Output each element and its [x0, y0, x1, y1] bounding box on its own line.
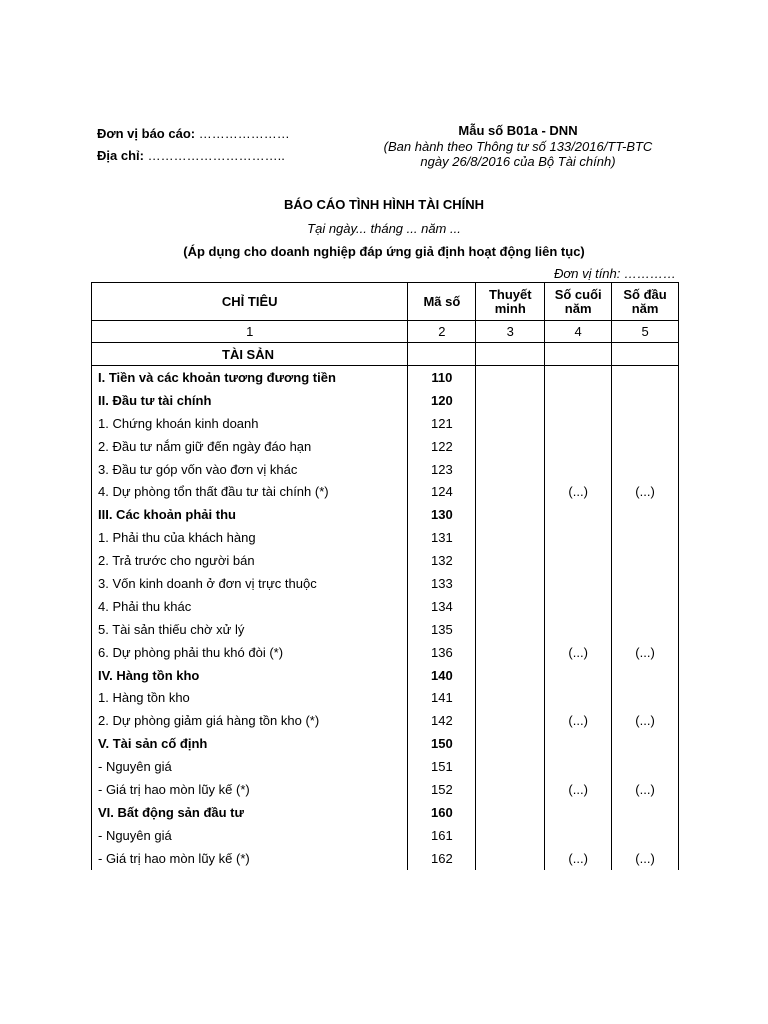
form-reference-block: [368, 123, 668, 169]
row-note: [476, 755, 545, 778]
financial-position-table: [91, 282, 679, 870]
row-beginning-of-year: [612, 389, 679, 412]
row-beginning-of-year: [612, 801, 679, 824]
empty-cell: [476, 343, 545, 366]
table-row: [92, 778, 679, 801]
table-row: [92, 526, 679, 549]
row-indicator: 5. Tài sản thiếu chờ xử lý: [92, 618, 408, 641]
table-row: [92, 686, 679, 709]
row-indicator: - Nguyên giá: [92, 755, 408, 778]
row-code: 133: [408, 572, 476, 595]
row-end-of-year: [545, 595, 612, 618]
row-note: [476, 847, 545, 870]
row-indicator: 1. Chứng khoán kinh doanh: [92, 412, 408, 435]
row-end-of-year: [545, 526, 612, 549]
table-row: [92, 732, 679, 755]
reporting-unit-block: [97, 123, 290, 167]
row-beginning-of-year: [612, 686, 679, 709]
row-end-of-year: [545, 389, 612, 412]
row-end-of-year: [545, 801, 612, 824]
row-end-of-year: [545, 732, 612, 755]
row-end-of-year: (...): [545, 709, 612, 732]
row-beginning-of-year: [612, 664, 679, 687]
row-note: [476, 366, 545, 389]
row-indicator: 2. Trả trước cho người bán: [92, 549, 408, 572]
row-indicator: 4. Dự phòng tổn thất đầu tư tài chính (*): [92, 480, 408, 503]
reporting-unit-value: …………………: [195, 126, 290, 141]
row-code: 124: [408, 480, 476, 503]
row-indicator: III. Các khoản phải thu: [92, 503, 408, 526]
table-row: [92, 480, 679, 503]
row-end-of-year: [545, 549, 612, 572]
row-indicator: - Giá trị hao mòn lũy kế (*): [92, 778, 408, 801]
section-title: TÀI SẢN: [92, 343, 408, 366]
report-title: BÁO CÁO TÌNH HÌNH TÀI CHÍNH: [283, 197, 485, 212]
row-note: [476, 824, 545, 847]
empty-cell: [612, 343, 679, 366]
row-indicator: 1. Hàng tồn kho: [92, 686, 408, 709]
header-note: Thuyết minh: [476, 283, 545, 321]
row-note: [476, 641, 545, 664]
row-beginning-of-year: [612, 412, 679, 435]
table-row: [92, 664, 679, 687]
table-row: [92, 618, 679, 641]
row-note: [476, 389, 545, 412]
row-beginning-of-year: (...): [612, 709, 679, 732]
row-code: 135: [408, 618, 476, 641]
row-indicator: 3. Vốn kinh doanh ở đơn vị trực thuộc: [92, 572, 408, 595]
row-end-of-year: [545, 686, 612, 709]
row-code: 122: [408, 435, 476, 458]
regulation-note-line1: (Ban hành theo Thông tư số 133/2016/TT-BTC: [383, 139, 653, 154]
row-beginning-of-year: [612, 618, 679, 641]
row-beginning-of-year: [612, 595, 679, 618]
row-indicator: 3. Đầu tư góp vốn vào đơn vị khác: [92, 458, 408, 481]
row-code: 132: [408, 549, 476, 572]
reporting-unit-label: Đơn vị báo cáo:: [97, 126, 196, 141]
row-end-of-year: [545, 435, 612, 458]
row-beginning-of-year: [612, 435, 679, 458]
row-end-of-year: (...): [545, 641, 612, 664]
row-note: [476, 801, 545, 824]
report-date-line: Tại ngày... tháng ... năm ...: [307, 221, 461, 236]
table-row: [92, 458, 679, 481]
row-code: 150: [408, 732, 476, 755]
row-indicator: 6. Dự phòng phải thu khó đòi (*): [92, 641, 408, 664]
table-row: [92, 389, 679, 412]
row-indicator: - Nguyên giá: [92, 824, 408, 847]
row-indicator: IV. Hàng tồn kho: [92, 664, 408, 687]
regulation-note-line2: ngày 26/8/2016 của Bộ Tài chính): [420, 154, 616, 169]
header-code: Mã số: [408, 283, 476, 321]
empty-cell: [545, 343, 612, 366]
row-code: 142: [408, 709, 476, 732]
column-number: 3: [476, 321, 545, 343]
currency-unit: Đơn vị tính: …………: [554, 266, 676, 281]
table-row: [92, 435, 679, 458]
row-code: 123: [408, 458, 476, 481]
address-value: …………………………..: [143, 148, 285, 163]
row-note: [476, 526, 545, 549]
row-beginning-of-year: [612, 572, 679, 595]
address-line: [97, 145, 290, 167]
row-beginning-of-year: (...): [612, 778, 679, 801]
row-note: [476, 618, 545, 641]
row-beginning-of-year: [612, 503, 679, 526]
row-note: [476, 572, 545, 595]
row-note: [476, 732, 545, 755]
row-code: 121: [408, 412, 476, 435]
row-code: 110: [408, 366, 476, 389]
row-code: 141: [408, 686, 476, 709]
table-row: [92, 366, 679, 389]
row-note: [476, 503, 545, 526]
row-note: [476, 412, 545, 435]
row-code: 161: [408, 824, 476, 847]
row-note: [476, 595, 545, 618]
row-code: 162: [408, 847, 476, 870]
row-indicator: I. Tiền và các khoản tương đương tiền: [92, 366, 408, 389]
row-beginning-of-year: (...): [612, 641, 679, 664]
row-code: 151: [408, 755, 476, 778]
section-row-assets: [92, 343, 679, 366]
row-indicator: - Giá trị hao mòn lũy kế (*): [92, 847, 408, 870]
column-number: 1: [92, 321, 408, 343]
address-label: Địa chỉ:: [97, 148, 144, 163]
row-note: [476, 778, 545, 801]
row-end-of-year: (...): [545, 480, 612, 503]
row-beginning-of-year: (...): [612, 480, 679, 503]
row-end-of-year: [545, 458, 612, 481]
row-note: [476, 435, 545, 458]
row-beginning-of-year: [612, 755, 679, 778]
column-number: 5: [612, 321, 679, 343]
table-row: [92, 641, 679, 664]
row-end-of-year: (...): [545, 778, 612, 801]
table-row: [92, 847, 679, 870]
row-code: 140: [408, 664, 476, 687]
report-scope-line: (Áp dụng cho doanh nghiệp đáp ứng giả định hoạt động liên tục): [183, 244, 585, 259]
row-code: 130: [408, 503, 476, 526]
table-row: [92, 412, 679, 435]
row-beginning-of-year: (...): [612, 847, 679, 870]
empty-cell: [408, 343, 476, 366]
header-indicator: CHỈ TIÊU: [92, 283, 408, 321]
column-number: 4: [545, 321, 612, 343]
column-number-row: [92, 321, 679, 343]
row-beginning-of-year: [612, 366, 679, 389]
row-end-of-year: [545, 618, 612, 641]
row-beginning-of-year: [612, 549, 679, 572]
header-end-of-year: Số cuối năm: [545, 283, 612, 321]
form-number: Mẫu số B01a - DNN: [458, 123, 578, 138]
row-note: [476, 664, 545, 687]
row-code: 160: [408, 801, 476, 824]
row-note: [476, 709, 545, 732]
row-end-of-year: [545, 366, 612, 389]
table-row: [92, 755, 679, 778]
table-row: [92, 709, 679, 732]
row-code: 120: [408, 389, 476, 412]
row-code: 152: [408, 778, 476, 801]
row-indicator: VI. Bất động sản đầu tư: [92, 801, 408, 824]
row-note: [476, 458, 545, 481]
row-beginning-of-year: [612, 824, 679, 847]
row-indicator: 4. Phải thu khác: [92, 595, 408, 618]
row-note: [476, 549, 545, 572]
row-indicator: V. Tài sản cố định: [92, 732, 408, 755]
column-number: 2: [408, 321, 476, 343]
row-end-of-year: [545, 824, 612, 847]
row-code: 136: [408, 641, 476, 664]
reporting-unit-line: [97, 123, 290, 145]
table-row: [92, 503, 679, 526]
row-beginning-of-year: [612, 732, 679, 755]
row-end-of-year: (...): [545, 847, 612, 870]
row-end-of-year: [545, 412, 612, 435]
row-indicator: 2. Dự phòng giảm giá hàng tồn kho (*): [92, 709, 408, 732]
row-indicator: 2. Đầu tư nắm giữ đến ngày đáo hạn: [92, 435, 408, 458]
table-row: [92, 549, 679, 572]
row-end-of-year: [545, 664, 612, 687]
row-indicator: II. Đầu tư tài chính: [92, 389, 408, 412]
row-end-of-year: [545, 503, 612, 526]
row-code: 134: [408, 595, 476, 618]
row-note: [476, 480, 545, 503]
row-note: [476, 686, 545, 709]
table-row: [92, 595, 679, 618]
header-beginning-of-year: Số đầu năm: [612, 283, 679, 321]
table-row: [92, 801, 679, 824]
table-row: [92, 572, 679, 595]
row-code: 131: [408, 526, 476, 549]
row-end-of-year: [545, 755, 612, 778]
row-beginning-of-year: [612, 458, 679, 481]
row-indicator: 1. Phải thu của khách hàng: [92, 526, 408, 549]
row-end-of-year: [545, 572, 612, 595]
row-beginning-of-year: [612, 526, 679, 549]
table-row: [92, 824, 679, 847]
table-header-row: [92, 283, 679, 321]
